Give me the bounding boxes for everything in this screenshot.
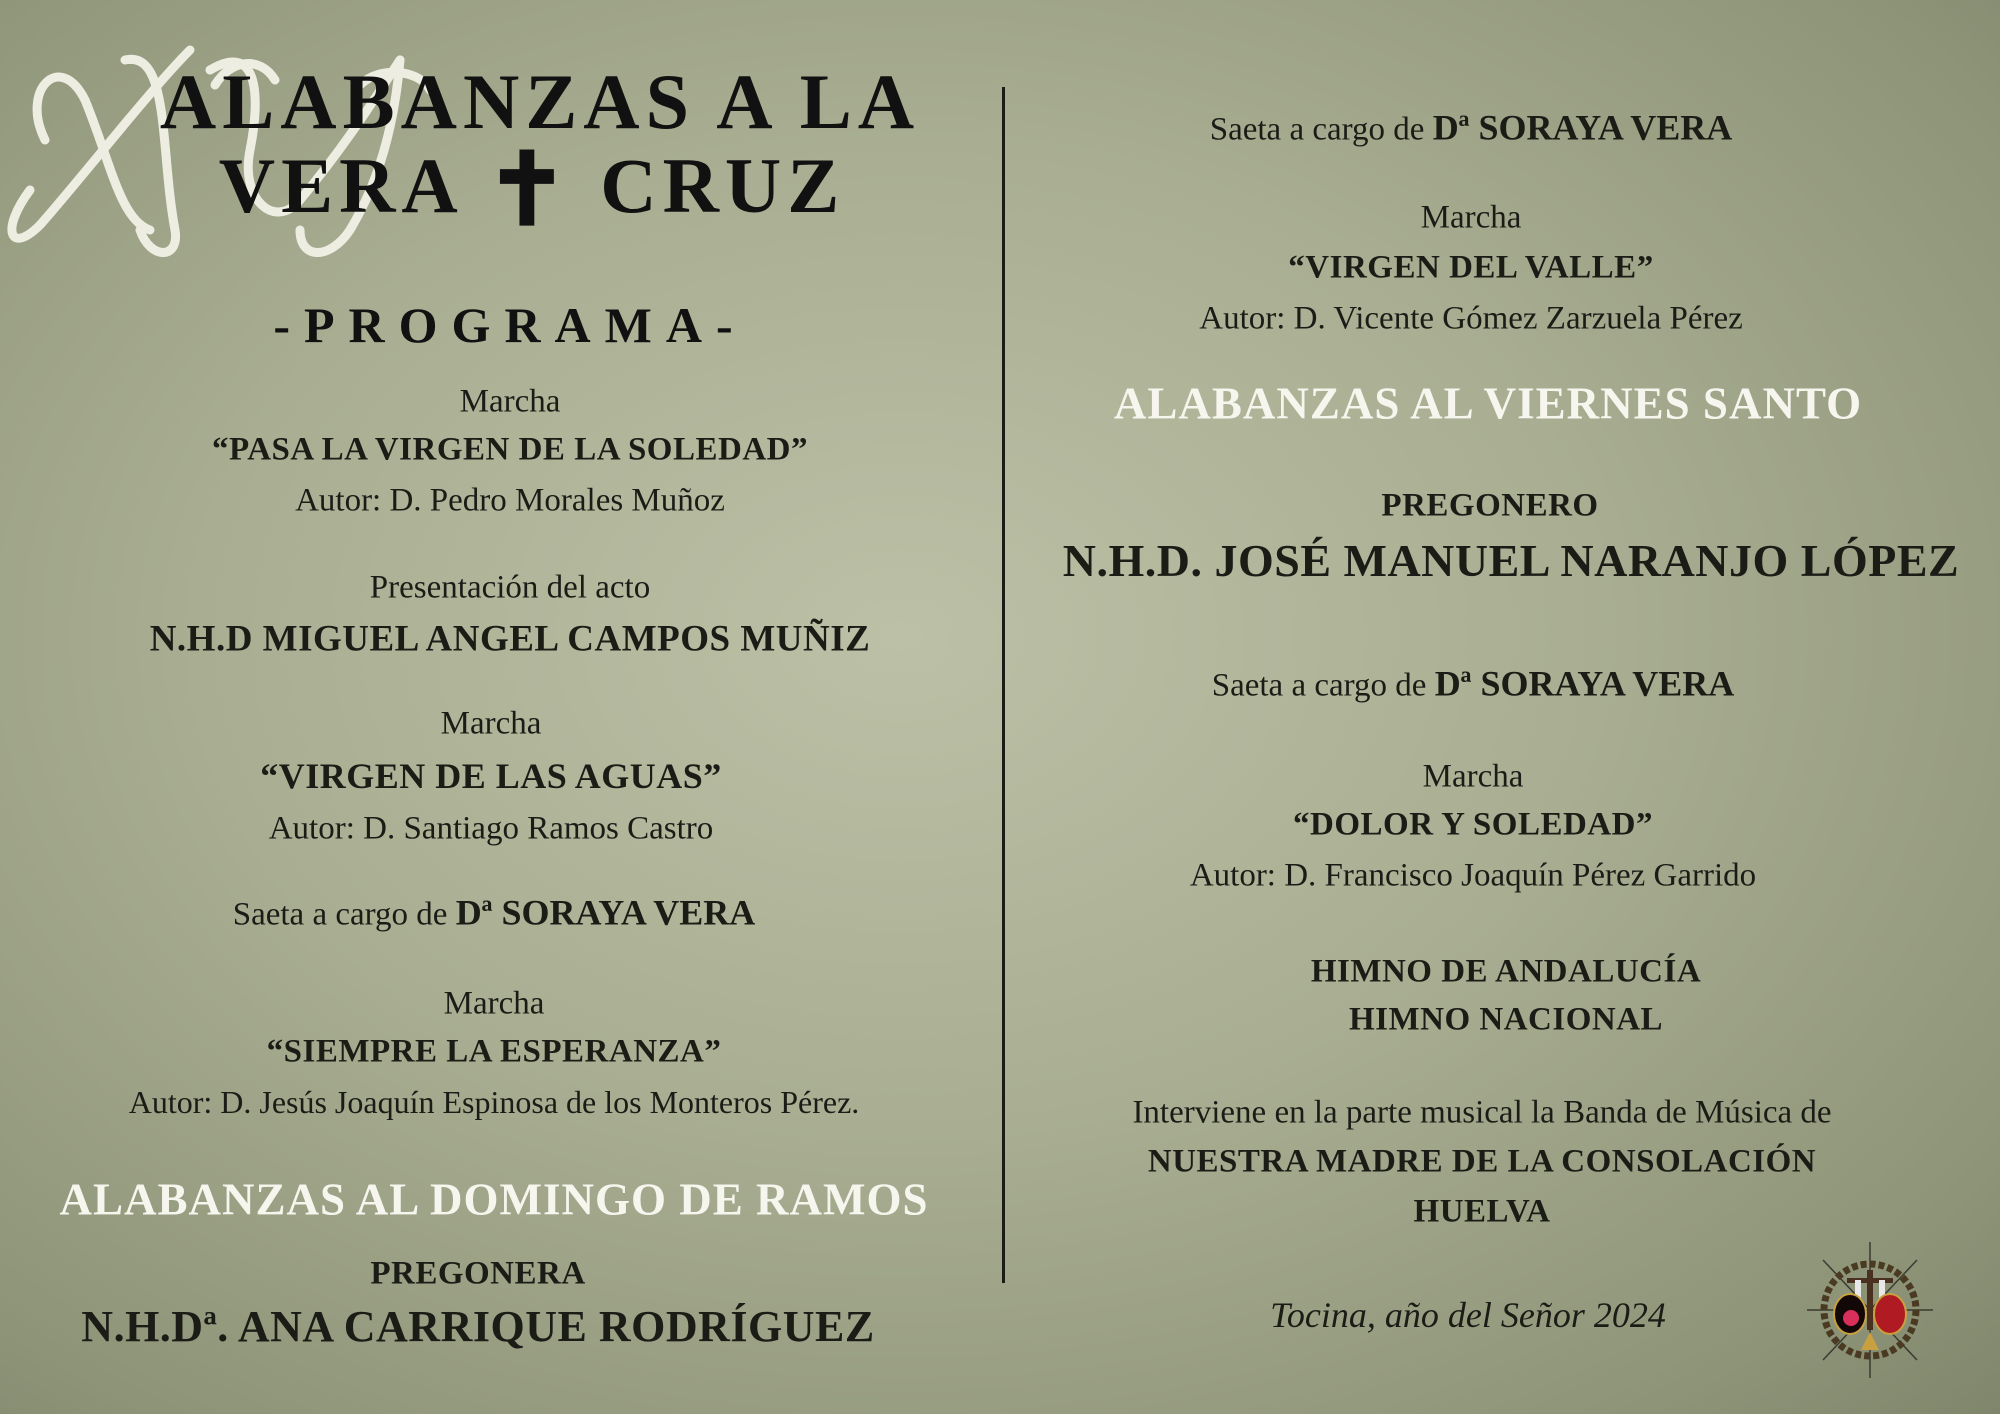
march-author: Autor: D. Francisco Joaquín Pérez Garrido <box>1189 857 1757 894</box>
title-vera: VERA <box>218 142 460 229</box>
band-intro: Interviene en la parte musical la Banda de Música de <box>1132 1094 1832 1131</box>
saeta-line <box>1211 663 1735 704</box>
pregon-label: PREGONERA <box>370 1255 586 1292</box>
footer-place-date: Tocina, año del Señor 2024 <box>1270 1295 1666 1335</box>
saeta-prefix: Saeta a cargo de <box>1211 667 1435 704</box>
march-label: Marcha <box>440 705 542 742</box>
title-cruz: CRUZ <box>600 142 846 229</box>
saeta-prefix: Saeta a cargo de <box>1209 111 1433 148</box>
saeta-line <box>1209 107 1733 148</box>
brotherhood-emblem-icon <box>1805 1240 1935 1380</box>
pregon-label: PREGONERO <box>1381 487 1599 524</box>
saeta-singer: Dª SORAYA VERA <box>455 892 756 933</box>
saeta-line <box>232 892 756 933</box>
march-label: Marcha <box>459 383 561 420</box>
pregon-name: N.H.D. JOSÉ MANUEL NARANJO LÓPEZ <box>1062 535 1960 586</box>
march-label: Marcha <box>443 985 545 1022</box>
hymn-nacional: HIMNO NACIONAL <box>1348 1001 1664 1038</box>
cross-icon: ✝ <box>484 135 575 246</box>
march-label: Marcha <box>1422 758 1524 795</box>
march-title: “VIRGEN DE LAS AGUAS” <box>260 756 722 796</box>
hymn-andalucia: HIMNO DE ANDALUCÍA <box>1310 953 1702 990</box>
saeta-prefix: Saeta a cargo de <box>232 896 456 933</box>
march-author: Autor: D. Vicente Gómez Zarzuela Pérez <box>1199 300 1743 337</box>
title-line-2 <box>218 135 846 246</box>
march-author: Autor: D. Pedro Morales Muñoz <box>295 482 725 519</box>
march-author: Autor: D. Santiago Ramos Castro <box>268 810 714 847</box>
march-title: “SIEMPRE LA ESPERANZA” <box>266 1033 722 1070</box>
pregon-name: N.H.Dª. ANA CARRIQUE RODRÍGUEZ <box>81 1302 875 1351</box>
band-city: HUELVA <box>1413 1193 1551 1230</box>
march-label: Marcha <box>1420 199 1522 236</box>
presentation-label: Presentación del acto <box>369 569 651 606</box>
programa-heading: -PROGRAMA- <box>273 297 747 353</box>
march-author: Autor: D. Jesús Joaquín Espinosa de los Monteros Pérez. <box>128 1084 860 1120</box>
presenter-name: N.H.D MIGUEL ANGEL CAMPOS MUÑIZ <box>149 618 871 660</box>
saeta-singer: Dª SORAYA VERA <box>1434 663 1735 704</box>
section-heading: ALABANZAS AL VIERNES SANTO <box>1113 378 1863 429</box>
march-title: “DOLOR Y SOLEDAD” <box>1293 806 1653 843</box>
march-title: “VIRGEN DEL VALLE” <box>1288 249 1654 286</box>
march-title: “PASA LA VIRGEN DE LA SOLEDAD” <box>212 431 808 468</box>
section-heading: ALABANZAS AL DOMINGO DE RAMOS <box>59 1174 929 1225</box>
band-name: NUESTRA MADRE DE LA CONSOLACIÓN <box>1147 1143 1817 1180</box>
title-line-1: ALABANZAS A LA <box>159 58 921 145</box>
saeta-singer: Dª SORAYA VERA <box>1432 107 1733 148</box>
column-divider <box>1002 87 1005 1283</box>
